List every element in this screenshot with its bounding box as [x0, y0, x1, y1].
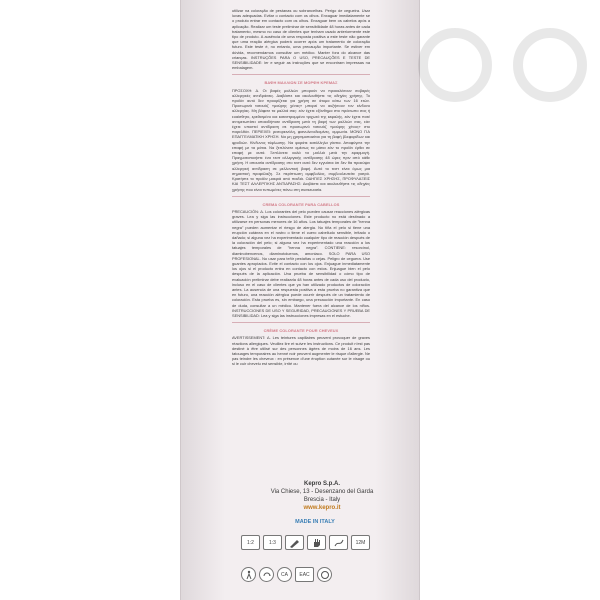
symbols-row-bottom: [241, 567, 332, 582]
section-body-greek: ΠΡΟΣΟΧΗ: Δ. Οι βαφές μαλλιών μπορούν να προκαλέσουν σοβαρές αλλεργικές αντιδράσεις. Διαβάστε και ακολουθήστε τις οδηγίες χρήσης. Το προϊόν αυτό δεν προορίζεται για χρήση σε άτομα κάτω των 16 ετών. Προσωρινά τατουάζ «μαύρης χένας» μπορεί να αυξήσουν τον κίνδυνο αλλεργίας. Μη βάφετε τα μαλλιά σας: εάν έχετε εξάνθημα στο πρόσωπο σας ή ευαίσθητο, ερεθισμένο και κατεστραμμένο τριχωτό της κεφαλής, εάν έχετε ποτέ αντιμετωπίσει οποιαδήποτε αντίδραση μετά τη βαφή των μαλλιών σας, εάν έχετε υποστεί αντίδραση σε προσωρινό τατουάζ «μαύρης χένας» στο παρελθόν. ΠΕΡΙΕΧΕΙ: ρεσορκινόλη, φαινυλενοδιαμίνες, αμμωνία. ΜΟΝΟ ΓΙΑ ΕΠΑΓΓΕΛΜΑΤΙΚΗ ΧΡΗΣΗ. Να μη χρησιμοποιείται για τη βαφή βλεφαρίδων και φρυδιών. Κίνδυνος τύφλωσης. Να φοράτε κατάλληλα γάντια. Αποφύγετε την επαφή με τα μάτια. Να ξεπλύνετε αμέσως τα μάτια εάν το προϊόν έρθει σε επαφή με αυτά. Ξεπλύνετε καλά τα μαλλιά μετά την εφαρμογή. Πραγματοποιήστε ένα τεστ αλλεργικής αντίδρασης 48 ώρες πριν από κάθε χρήση. Η απουσία αντίδρασης στο τεστ αυτό δεν εγγυάται ότι δεν θα προκύψει αλλεργική αντίδραση σε μελλοντική βαφή. Αυτό το τεστ είναι όμως μια σημαντική προφύλαξη. Σε περίπτωση αμφιβολίας, συμβουλευτείτε γιατρό. Κρατήστε το προϊόν μακριά από παιδιά. ΟΔΗΓΙΕΣ ΧΡΗΣΗΣ, ΠΡΟΦΥΛΑΞΕΙΣ ΚΑΙ ΤΕΣΤ ΑΛΛΕΡΓΙΚΗΣ ΑΝΤΙΔΡΑΣΗΣ: Διαβάστε και ακολουθήστε τις οδηγίες χρήσης που είναι τυπωμένες πάνω στη συσκευασία.: [232, 87, 370, 192]
left-background: [0, 0, 180, 600]
period-after-opening-icon: 12M: [351, 535, 370, 550]
symbols-row-top: [241, 535, 370, 550]
right-background: [420, 0, 600, 600]
mix-ratio-1-3-icon: 1:3: [263, 535, 282, 550]
recycle-loop-icon: [259, 567, 274, 582]
mix-ratio-1-2-icon: 1:2: [241, 535, 260, 550]
section-title-spanish: CREMA COLORANTE PARA CABELLOS: [262, 201, 340, 207]
made-in-italy: MADE IN ITALY: [295, 519, 335, 525]
section-body-spanish: PRECAUCIÓN: Δ. Los colorantes del pelo pueden causar reacciones alérgicas graves. Lea y siga las instrucciones. Este producto no está destinado a utilizarse en personas menores de 16 años. Los tatuajes temporales de "henna negra" pueden aumentar el riesgo de alergia. No tiña el pelo si tiene una erupción cutánea en el rostro o tiene el cuero cabelludo sensible, irritado o dañado; si alguna vez ha experimentado cualquier tipo de reacción después de la coloración del pelo; si alguna vez ha experimentado una reacción a los tatuajes temporales de "henna negra". CONTIENE: resorcinol, diaminobencenos, diaminotoluenos, amoniaco. SOLO PARA USO PROFESIONAL. No usar para teñir pestañas o cejas. Peligro de ceguera. Use guantes apropiados. Evite el contacto con los ojos. Enjuague inmediatamente los ojos si el producto entra en contacto con estos. Enjuague bien el pelo después de la aplicación. Una prueba de sensibilidad o cómo tipo de evaluación preliminar debe realizarla 48 horas antes de cada uso del producto, incluso en el caso de clientes que ya han utilizado productos de coloración antes. La ausencia de una respuesta positiva a esta prueba no garantiza que en futuro, una reacción alérgica puede ocurrir después de un tratamiento de coloración. Esta prueba es, sin embargo, una precaución importante. En caso de duda, consultar a un médico. Mantener fuera del alcance de los niños. INSTRUCCIONES DE USO Y SEGURIDAD, PRECAUCIONES Y PRUEBA DE SENSIBILIDAD: Lea y siga las instrucciones impresas en el estuche.: [232, 208, 370, 318]
hair-strand-icon: [329, 535, 348, 550]
section-divider: [232, 322, 370, 323]
label-text-panel: [232, 8, 370, 367]
section-divider: [232, 196, 370, 197]
company-name: Kepro S.p.A.: [303, 481, 340, 487]
company-address-line1: Via Chiese, 13 - Desenzano del Garda: [270, 489, 374, 495]
company-block: [262, 480, 382, 512]
section-title-greek: ΒΑΦΗ ΜΑΛΛΙΩΝ ΣΕ ΜΟΡΦΗ ΚΡΕΜΑΣ: [264, 80, 338, 86]
box-shadow-left: [180, 0, 225, 600]
recycle-person-icon: [241, 567, 256, 582]
section-body-french: AVERTISSEMENT: Δ. Les teintures capillaires peuvent provoquer de graves réactions allergiques. Veuillez lire et suivre les instructions. Ce produit n'est pas destiné à être utilisé sur des personnes âgées de moins de 16 ans. Les tatouages temporaires au henné noir peuvent augmenter le risque d'allergie. Ne pas teindre les cheveux : en présence d'une éruption cutanée sur le visage ou si le cuir chevelu est sensible, irrité ou: [232, 335, 370, 367]
portuguese-warning-text: utilizar na coloração de pestanas ou sobrancelhas. Perigo de cegueira. Usar luvas adequadas. Evitar o contacto com os olhos. Enxaguar imediatamente se o produto entrar em contacto com os olhos. Enxaguar bem os cabelos após a aplicação. Realizar um teste preliminar de sensibilidade 48 horas antes de cada tratamento, mesmo no caso de clientes que tenham usado anteriormente este tipo de produto. A ausência de uma resposta positiva a este teste não garante que uma reação alérgica poderá ocorrer após um tratamento de coloração futuro. Este teste é, no entanto, uma precaução importante. Se estiver em dúvida, recomendamos consultar um médico. Manter fora do alcance das crianças. INSTRUÇÕES PARA O USO, PRECAUÇÕES E TESTE DE SENSIBILIDADE: ler e seguir as instruções que se encontram impressas na embalagem.: [232, 8, 370, 71]
company-address-line2: Brescia - Italy: [303, 497, 341, 503]
ce-like-mark-icon: [317, 567, 332, 582]
company-website: www.kepro.it: [303, 505, 341, 511]
ca-mark-icon: CA: [277, 567, 292, 582]
eac-mark-icon: EAC: [295, 567, 314, 582]
brush-application-icon: [285, 535, 304, 550]
section-title-french: CRÈME COLORANTE POUR CHEVEUX: [263, 328, 339, 334]
gloves-icon: [307, 535, 326, 550]
section-divider: [232, 74, 370, 75]
